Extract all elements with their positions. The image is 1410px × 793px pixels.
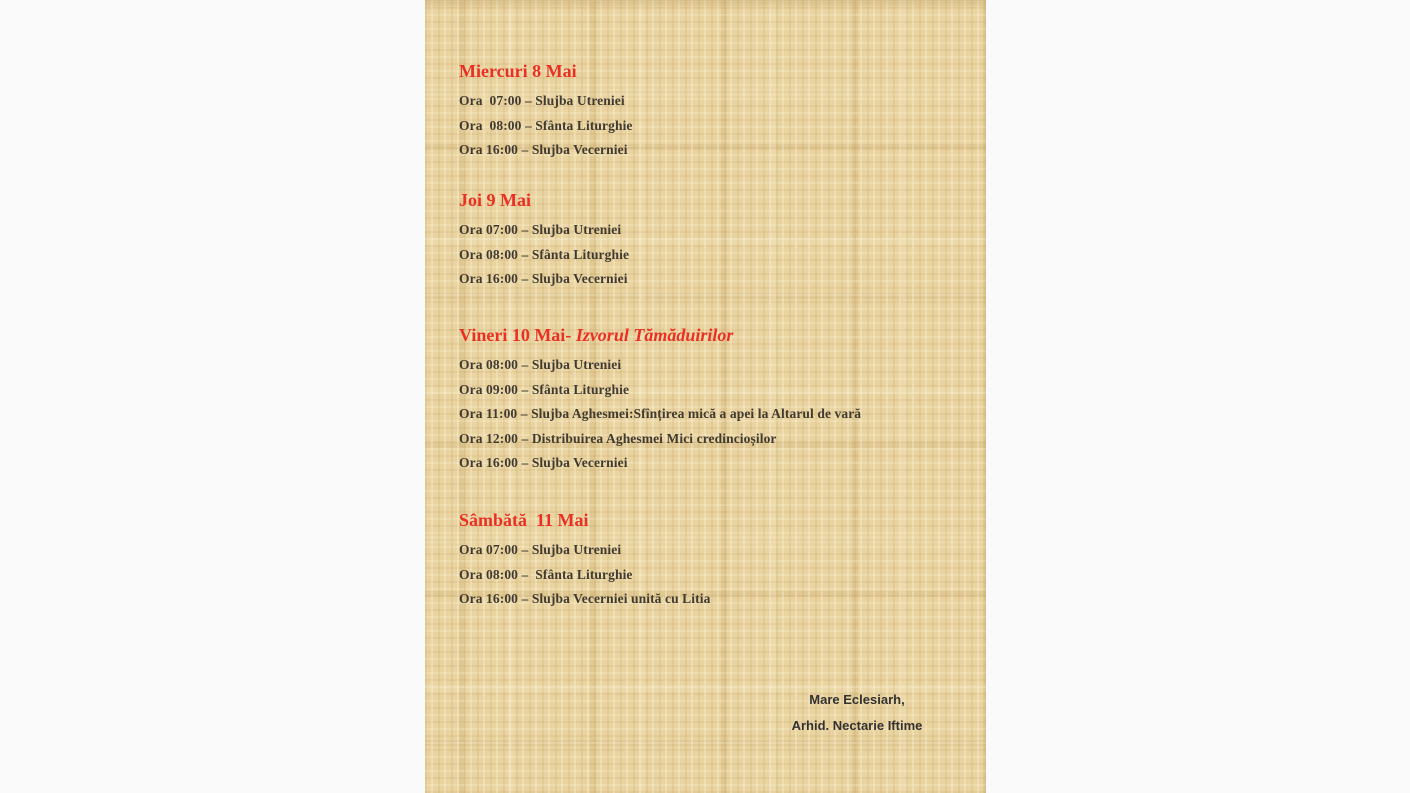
section-vineri-10-mai	[459, 323, 966, 476]
day-heading	[459, 508, 966, 532]
section-joi-9-mai	[459, 188, 966, 292]
schedule-line: Ora 09:00 – Sfânta Liturghie	[459, 381, 630, 397]
schedule-line: Ora 16:00 – Slujba Vecerniei	[459, 142, 628, 158]
day-heading-text: Vineri 10 Mai-	[459, 325, 576, 345]
day-heading-text: Sâmbătă 11 Mai	[459, 510, 589, 530]
schedule-line: Ora 08:00 – Sfânta Liturghie	[459, 246, 630, 262]
schedule-line: Ora 16:00 – Slujba Vecerniei	[459, 271, 628, 287]
day-heading	[459, 59, 966, 83]
schedule-line: Ora 07:00 – Slujba Utreniei	[459, 222, 622, 237]
section-miercuri-8-mai	[459, 59, 966, 163]
schedule-line: Ora 08:00 – Sfânta Liturghie	[459, 117, 633, 133]
signature-block	[776, 687, 938, 738]
signature-role: Mare Eclesiarh,	[809, 692, 905, 707]
signature-name: Arhid. Nectarie Iftime	[791, 717, 923, 733]
schedule-line: Ora 16:00 – Slujba Vecerniei	[459, 455, 628, 471]
day-heading-text: Miercuri 8 Mai	[459, 61, 577, 81]
day-heading-text: Joi 9 Mai	[459, 190, 531, 210]
day-heading	[459, 323, 966, 347]
schedule-line: Ora 07:00 – Slujba Utreniei	[459, 542, 622, 557]
schedule-line: Ora 12:00 – Distribuirea Aghesmei Mici credincioșilor	[459, 430, 777, 446]
schedule-line: Ora 08:00 – Slujba Utreniei	[459, 357, 622, 372]
schedule-line: Ora 16:00 – Slujba Vecerniei unită cu Litia	[459, 591, 711, 607]
schedule-line: Ora 07:00 – Slujba Utreniei	[459, 93, 625, 108]
section-sambata-11-mai	[459, 508, 966, 612]
schedule-document-page	[425, 0, 986, 793]
day-heading-italic-text: Izvorul Tămăduirilor	[575, 325, 734, 345]
schedule-line: Ora 11:00 – Slujba Aghesmei:Sfînțirea mică a apei la Altarul de vară	[459, 406, 862, 422]
day-heading	[459, 188, 966, 212]
schedule-line: Ora 08:00 – Sfânta Liturghie	[459, 566, 633, 582]
